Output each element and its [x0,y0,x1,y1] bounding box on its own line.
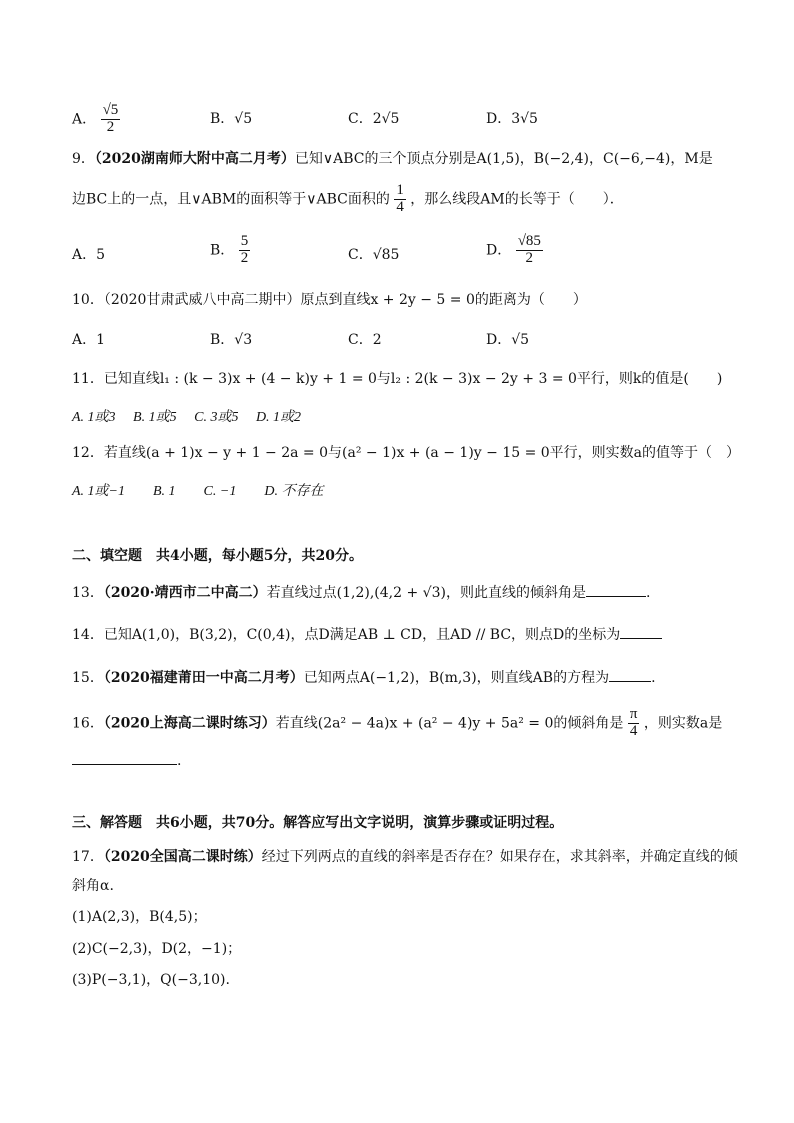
fraction [394,183,406,216]
question-source: （2020湖南师大附中高二月考） [94,151,295,167]
fraction-denominator: 2 [106,118,115,135]
q9-line-2 [72,183,624,216]
q9-option-d [486,234,543,267]
q17-line-2: 斜角α. [72,878,114,894]
q17-part-3: (3)P(−3,1)，Q(−3,10). [72,972,230,988]
question-text: 经过下列两点的直线的斜率是否存在？如果存在，求其斜率，并确定直线的倾 [261,849,738,865]
q14-text [72,624,662,645]
q17-line-1 [72,847,738,867]
answer-blank[interactable] [586,582,646,597]
q11-text: 11．已知直线l₁ : (k − 3)x + (4 − k)y + 1 = 0与l₂ : 2(k − 3)x − 2y + 3 = 0平行，则k的值是( ) [72,371,723,387]
q9-option-b [210,234,250,267]
answer-blank[interactable] [72,750,177,765]
question-text: 边BC上的一点，且∨ABM的面积等于∨ABC面积的 [72,191,390,208]
question-text: ，那么线段AM的长等于（ ）． [410,191,624,208]
question-text: . [651,670,656,686]
option-label: A． [72,111,97,128]
option-label: B． [210,242,235,259]
q17-part-1: (1)A(2,3)，B(4,5)； [72,909,207,925]
fraction-denominator: 2 [525,249,534,266]
q10-text: 10．（2020甘肃武威八中高二期中）原点到直线x + 2y − 5 = 0的距离为（ ） [72,292,587,308]
question-text: 若直线过点(1,2),(4,2 + √3)，则此直线的倾斜角是 [266,585,586,601]
question-source: （2020全国高二课时练） [103,849,262,865]
question-text: 已知∨ABC的三个顶点分别是A(1,5)，B(−2,4)，C(−6,−4)，M是 [294,151,713,167]
fraction-denominator: 2 [240,249,249,266]
q16-answer-line [72,750,181,771]
fraction-numerator: π [629,706,638,722]
question-text: 已知两点A(−1,2)，B(m,3)，则直线AB的方程为 [303,670,610,686]
q13-text [72,582,650,603]
fraction-denominator: 4 [629,722,638,739]
fraction-numerator: √85 [517,233,541,249]
fraction [516,234,543,267]
answer-blank[interactable] [609,667,651,682]
question-text: 若直线(2a² − 4a)x + (a² − 4)y + 5a² = 0的倾斜角是 [275,715,624,732]
question-source: （2020上海高二课时练习） [103,715,276,732]
question-number: 17． [72,849,104,865]
question-source: （2020·靖西市二中高二） [103,585,267,601]
q10-option-c: C．2 [348,332,382,348]
q17-part-2: (2)C(−2,3)，D(2，−1)； [72,941,242,957]
fraction-denominator: 4 [396,198,404,215]
question-number: 13． [72,585,104,601]
q12-options: A. 1或−1 B. 1 C. −1 D. 不存在 [72,484,324,499]
question-number: 16． [72,715,104,732]
fraction [101,103,121,136]
q12-text: 12．若直线(a + 1)x − y + 1 − 2a = 0与(a² − 1)x + (a − 1)y − 15 = 0平行，则实数a的值等于（ ） [72,445,741,461]
q16-text [72,707,722,740]
q8-option-b: B．√5 [210,111,253,127]
option-label: D． [486,242,512,259]
fraction [239,234,251,267]
fraction [628,707,640,740]
fraction-numerator: 1 [396,182,404,198]
section-3-title: 三、解答题 共6小题，共70分。解答应写出文字说明，演算步骤或证明过程。 [72,815,564,831]
question-number: 9． [72,151,95,167]
q10-option-a: A．1 [72,332,106,348]
q9-option-c: C．√85 [348,247,400,263]
q8-option-c: C．2√5 [348,111,400,127]
section-2-title: 二、填空题 共4小题，每小题5分，共20分。 [72,548,363,564]
question-text: . [645,585,651,601]
question-source: （2020福建莆田一中高二月考） [103,670,304,686]
question-number: 15． [72,670,104,686]
q9-line-1 [72,149,713,169]
fraction-numerator: 5 [240,233,249,249]
question-text: ，则实数a是 [643,715,723,732]
q8-option-a [72,103,120,136]
q11-options: A. 1或3 B. 1或5 C. 3或5 D. 1或2 [72,410,302,425]
q10-option-b: B．√3 [210,332,253,348]
q8-option-d: D．3√5 [486,111,538,127]
answer-blank[interactable] [620,624,662,639]
question-text: . [177,753,182,769]
q15-text [72,667,656,688]
q10-option-d: D．√5 [486,332,530,348]
fraction-numerator: √5 [102,102,119,118]
q9-option-a: A．5 [72,247,106,263]
question-text: 14．已知A(1,0)，B(3,2)，C(0,4)，点D满足AB ⊥ CD，且AD // BC，则点D的坐标为 [72,627,621,643]
